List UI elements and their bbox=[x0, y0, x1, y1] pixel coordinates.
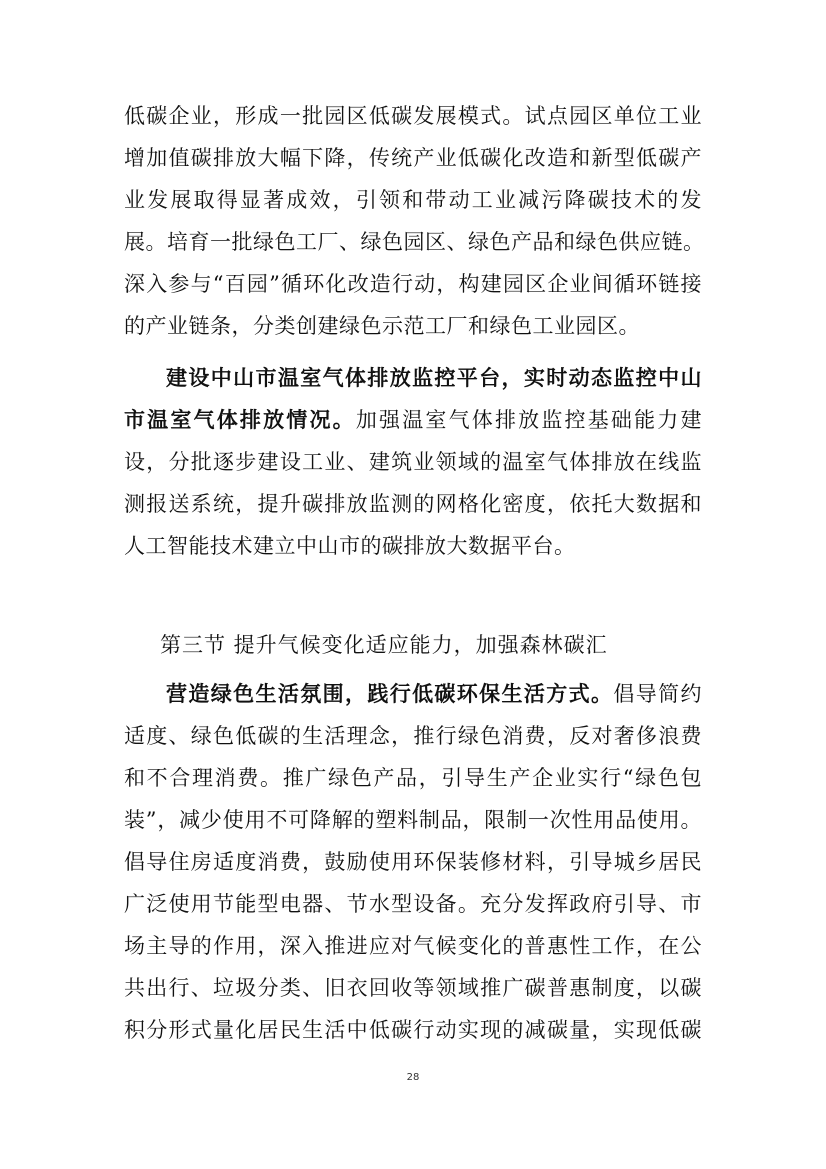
paragraph-line: 和不合理消费。推广绿色产品，引导生产企业实行“绿色包 bbox=[124, 766, 702, 790]
mixed-line bbox=[166, 679, 702, 709]
paragraph-line: 测报送系统，提升碳排放监测的网格化密度，依托大数据和 bbox=[124, 492, 702, 516]
paragraph-line: 展。培育一批绿色工厂、绿色园区、绿色产品和绿色供应链。 bbox=[124, 230, 705, 254]
paragraph-line: 人工智能技术建立中山市的碳排放大数据平台。 bbox=[124, 534, 576, 558]
bold-lead-text: 市温室气体排放情况。 bbox=[124, 407, 356, 432]
section-heading: 第三节 提升气候变化适应能力，加强森林碳汇 bbox=[160, 633, 608, 657]
paragraph-line: 装”，减少使用不可降解的塑料制品，限制一次性用品使用。 bbox=[124, 808, 702, 832]
paragraph-line: 场主导的作用，深入推进应对气候变化的普惠性工作，在公 bbox=[124, 934, 702, 958]
paragraph-line: 低碳企业，形成一批园区低碳发展模式。试点园区单位工业 bbox=[124, 104, 702, 128]
paragraph-line: 适度、绿色低碳的生活理念，推行绿色消费，反对奢侈浪费 bbox=[124, 724, 702, 748]
paragraph-text: 加强温室气体排放监控基础能力建 bbox=[355, 408, 702, 432]
paragraph-line: 倡导住房适度消费，鼓励使用环保装修材料，引导城乡居民 bbox=[124, 850, 702, 874]
paragraph-line: 增加值碳排放大幅下降，传统产业低碳化改造和新型低碳产 bbox=[124, 146, 702, 170]
bold-lead-line: 建设中山市温室气体排放监控平台，实时动态监控中山 bbox=[166, 365, 702, 390]
paragraph-line: 设，分批逐步建设工业、建筑业领域的温室气体排放在线监 bbox=[124, 450, 702, 474]
paragraph-line: 深入参与“百园”循环化改造行动，构建园区企业间循环链接 bbox=[124, 272, 702, 296]
page-number: 28 bbox=[406, 1072, 420, 1083]
paragraph-line: 业发展取得显著成效，引领和带动工业减污降碳技术的发 bbox=[124, 188, 702, 212]
paragraph-text: 倡导简约 bbox=[613, 682, 702, 706]
bold-lead-text: 营造绿色生活氛围，践行低碳环保生活方式。 bbox=[166, 681, 614, 706]
mixed-line bbox=[124, 405, 702, 435]
paragraph-line: 积分形式量化居民生活中低碳行动实现的减碳量，实现低碳 bbox=[124, 1018, 702, 1042]
paragraph-line: 的产业链条，分类创建绿色示范工厂和绿色工业园区。 bbox=[124, 314, 640, 338]
paragraph-line: 广泛使用节能型电器、节水型设备。充分发挥政府引导、市 bbox=[124, 892, 702, 916]
paragraph-line: 共出行、垃圾分类、旧衣回收等领域推广碳普惠制度，以碳 bbox=[124, 976, 702, 1000]
